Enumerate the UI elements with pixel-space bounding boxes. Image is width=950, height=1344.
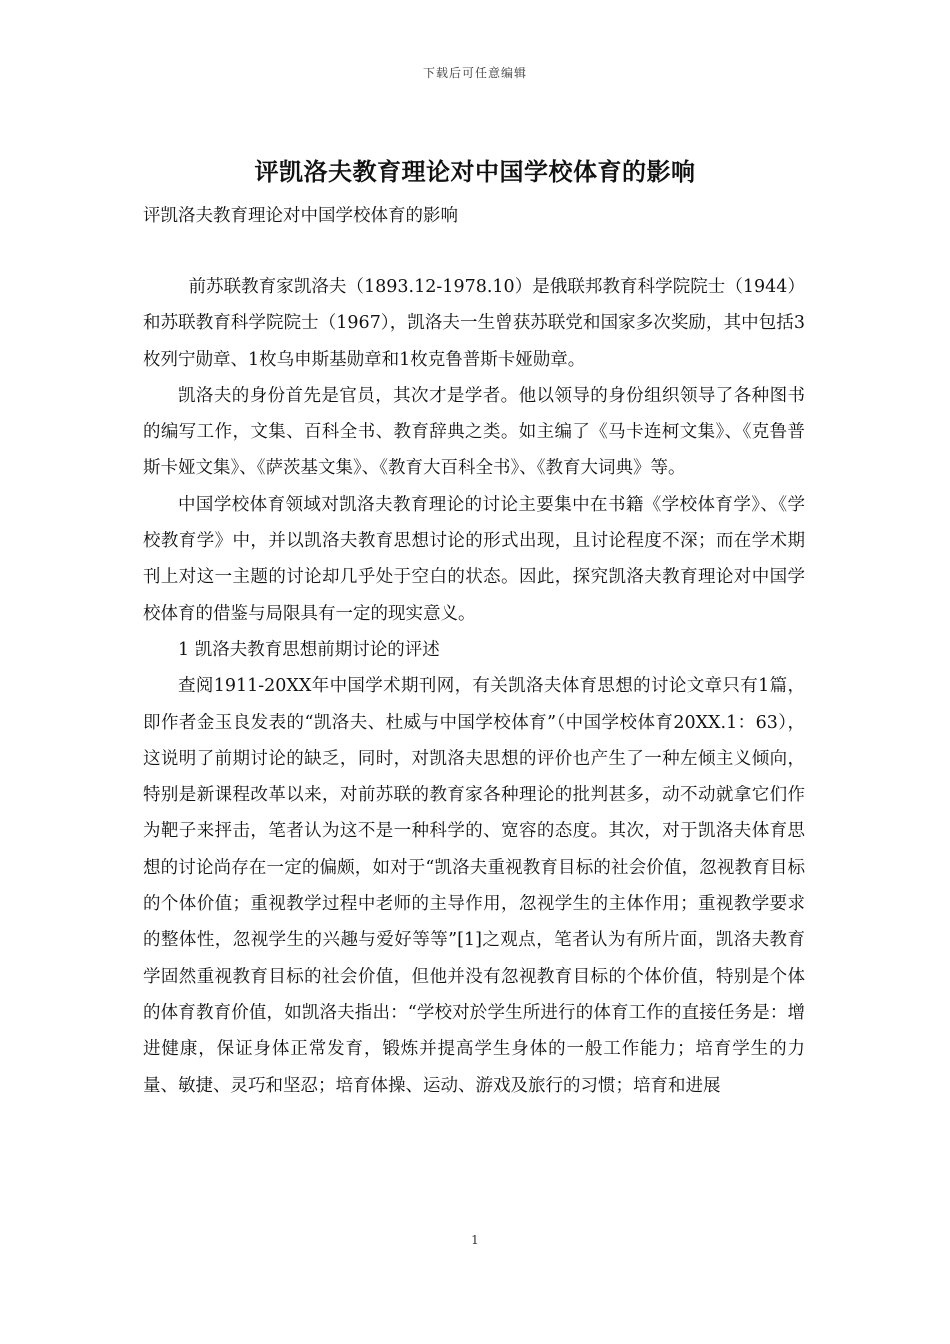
document-title: 评凯洛夫教育理论对中国学校体育的影响 bbox=[254, 157, 696, 186]
page-number: 1 bbox=[471, 1233, 479, 1247]
page-header-note: 下载后可任意编辑 bbox=[422, 66, 527, 80]
paragraph-discussion: 中国学校体育领域对凯洛夫教育理论的讨论主要集中在书籍《学校体育学》、《学校教育学》中，并以凯洛夫教育思想讨论的形式出现，且讨论程度不深；而在学术期刊上对这一主题的讨论却几乎处于空白的状态。因此，探究凯洛夫教育理论对中国学校体育的借鉴与局限具有一定的现实意义。 bbox=[143, 494, 805, 624]
section-heading: 1 凯洛夫教育思想前期讨论的评述 bbox=[178, 639, 440, 660]
document-subtitle: 评凯洛夫教育理论对中国学校体育的影响 bbox=[143, 206, 458, 226]
paragraph-identity: 凯洛夫的身份首先是官员，其次才是学者。他以领导的身份组织领导了各种图书的编写工作，文集、百科全书、教育辞典之类。如主编了《马卡连柯文集》、《克鲁普斯卡娅文集》、《萨茨基文集》、《教育大百科全书》、《教育大词典》等。 bbox=[143, 385, 805, 479]
paragraph-review: 查阅1911-20XX年中国学术期刊网，有关凯洛夫体育思想的讨论文章只有1篇，即作者金玉良发表的“凯洛夫、杜威与中国学校体育”（中国学校体育20XX.1：63），这说明了前期讨论的缺乏，同时，对凯洛夫思想的评价也产生了一种左倾主义倾向，特别是新课程改革以来，对前苏联的教育家各种理论的批判甚多，动不动就拿它们作为靶子来抨击，笔者认为这不是一种科学的、宽容的态度。其次，对于凯洛夫体育思想的讨论尚存在一定的偏颇，如对于“凯洛夫重视教育目标的社会价值，忽视教育目标的个体价值；重视教学过程中老师的主导作用，忽视学生的主体作用；重视教学要求的整体性，忽视学生的兴趣与爱好等等”[1]之观点，笔者认为有所片面，凯洛夫教育学固然重视教育目标的社会价值，但他并没有忽视教育目标的个体价值，特别是个体的体育教育价值，如凯洛夫指出：“学校对於学生所进行的体育工作的直接任务是：增进健康，保证身体正常发育，锻炼并提高学生身体的一般工作能力；培育学生的力量、敏捷、灵巧和坚忍；培育体操、运动、游戏及旅行的习惯；培育和进展 bbox=[143, 676, 805, 1096]
paragraph-intro: 前苏联教育家凯洛夫（1893.12-1978.10）是俄联邦教育科学院院士（1944）和苏联教育科学院院士（1967），凯洛夫一生曾获苏联党和国家多次奖励，其中包括3枚列宁勋章、1枚乌申斯基勋章和1枚克鲁普斯卡娅勋章。 bbox=[143, 277, 805, 370]
document-body bbox=[143, 269, 805, 1104]
